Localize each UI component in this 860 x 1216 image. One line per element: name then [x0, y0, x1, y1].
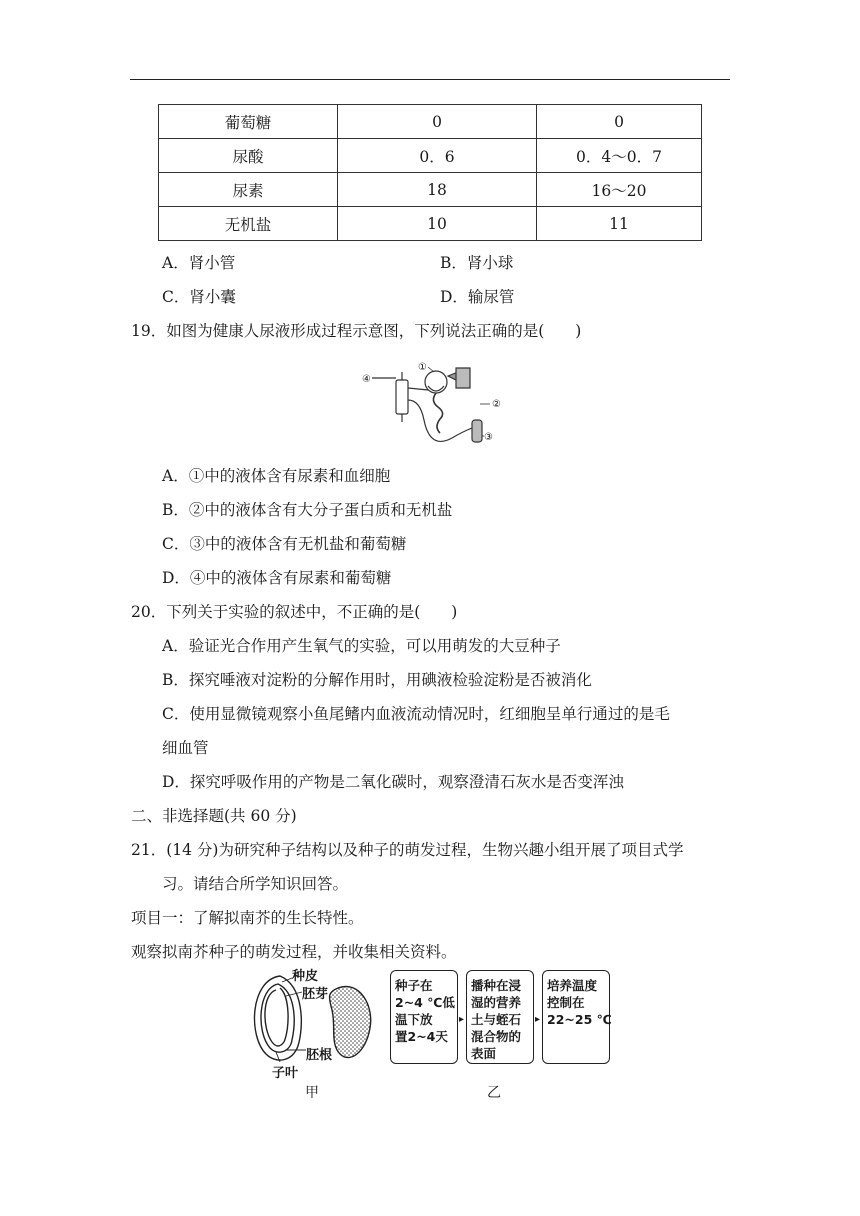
table-row: 无机盐 10 11: [159, 207, 702, 241]
section2-title: 二、非选择题(共 60 分): [131, 807, 297, 825]
label-radicle: 胚根: [306, 1048, 333, 1063]
label-4: ④: [362, 374, 371, 385]
q20-option-c-cont: 细血管: [162, 739, 209, 757]
q18-option-b: B．肾小球: [440, 254, 514, 272]
q20-stem: 20．下列关于实验的叙述中，不正确的是( ): [131, 603, 458, 621]
figure-label-jia: 甲: [305, 1085, 319, 1101]
label-2: ②: [492, 399, 501, 410]
embryo-drawing: [330, 987, 371, 1058]
step-box-1: 种子在 2~4 ℃低 温下放 置2~4天: [390, 970, 458, 1064]
q19-option-c: C．③中的液体含有无机盐和葡萄糖: [162, 535, 407, 553]
arrow-icon: ▸: [535, 1014, 541, 1025]
label-3: ③: [484, 432, 493, 443]
q18-option-c: C．肾小囊: [162, 288, 236, 306]
q18-option-a: A．肾小管: [162, 254, 236, 272]
label-1: ①: [418, 362, 427, 373]
q19-option-b: B．②中的液体含有大分子蛋白质和无机盐: [162, 501, 453, 519]
arrow-icon: ▸: [459, 1014, 465, 1025]
step-box-2: 播种在浸 湿的营养 土与蛭石 混合物的 表面: [466, 970, 534, 1064]
figure-label-yi: 乙: [487, 1085, 501, 1101]
q21-observe: 观察拟南芥种子的萌发过程，并收集相关资料。: [131, 943, 457, 961]
glomerulus: [425, 371, 447, 393]
table-row: 尿酸 0．6 0．4～0．7: [159, 139, 702, 173]
urine-formation-diagram: [362, 360, 502, 450]
q19-option-a: A．①中的液体含有尿素和血细胞: [162, 467, 391, 485]
label-cotyledon: 子叶: [272, 1066, 299, 1081]
q21-stem-line1: 21．(14 分)为研究种子结构以及种子的萌发过程，生物兴趣小组开展了项目式学: [131, 841, 684, 859]
collecting-tube: [396, 380, 408, 414]
header-rule: [130, 79, 730, 80]
q19-option-d: D．④中的液体含有尿素和葡萄糖: [162, 569, 392, 587]
q21-project1: 项目一：了解拟南芥的生长特性。: [131, 909, 364, 927]
q20-option-b: B．探究唾液对淀粉的分解作用时，用碘液检验淀粉是否被消化: [162, 671, 592, 689]
q20-option-a: A．验证光合作用产生氧气的实验，可以用萌发的大豆种子: [162, 637, 561, 655]
label-seed-coat: 种皮: [292, 969, 319, 984]
step-box-3: 培养温度 控制在 22~25 ℃: [542, 970, 610, 1064]
label-plumule: 胚芽: [302, 987, 329, 1002]
q19-stem: 19．如图为健康人尿液形成过程示意图，下列说法正确的是( ): [131, 322, 582, 340]
q18-option-d: D．输尿管: [440, 288, 515, 306]
urine-composition-table: [158, 104, 702, 241]
table-row: 葡萄糖 0 0: [159, 105, 702, 139]
q21-stem-line2: 习。请结合所学知识回答。: [162, 875, 349, 893]
table-row: 尿素 18 16～20: [159, 173, 702, 207]
q20-option-d: D．探究呼吸作用的产物是二氧化碳时，观察澄清石灰水是否变浑浊: [162, 773, 624, 791]
q20-option-c: C．使用显微镜观察小鱼尾鳍内血液流动情况时，红细胞呈单行通过的是毛: [162, 705, 670, 723]
